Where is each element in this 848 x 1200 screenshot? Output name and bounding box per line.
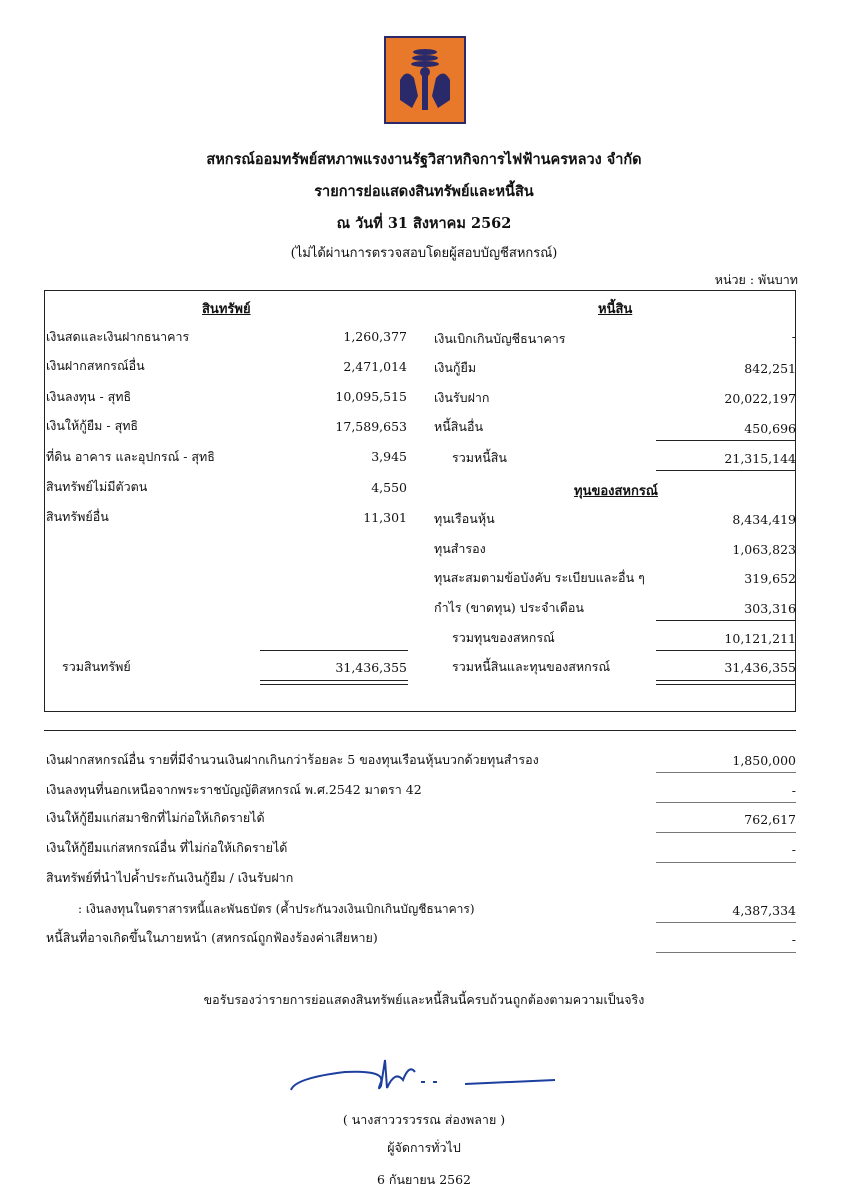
hands-emblem-icon <box>386 38 464 122</box>
grand-total-label: รวมหนี้สินและทุนของสหกรณ์ <box>452 659 611 674</box>
asset-label: เงินให้กู้ยืม - สุทธิ <box>46 418 139 433</box>
note-label: เงินฝากสหกรณ์อื่น รายที่มีจำนวนเงินฝากเกินกว่าร้อยละ 5 ของทุนเรือนหุ้นบวกด้วยทุนสำรอง <box>46 752 539 767</box>
liability-value: 842,251 <box>744 361 796 376</box>
note-rule <box>656 832 796 833</box>
signature-date: 6 กันยายน 2562 <box>376 1172 472 1187</box>
note-value: 4,387,334 <box>732 903 796 918</box>
equity-value: 8,434,419 <box>732 512 796 527</box>
total-rule <box>656 650 796 651</box>
note-value: - <box>791 842 796 857</box>
equity-value: 319,652 <box>744 571 796 586</box>
double-rule <box>260 680 408 685</box>
note-label: : เงินลงทุนในตราสารหนี้และพันธบัตร (ค้ำประกันวงเงินเบิกเกินบัญชีธนาคาร) <box>78 902 475 916</box>
equity-value: 303,316 <box>744 601 796 616</box>
note-rule <box>656 862 796 863</box>
equity-label: ทุนเรือนหุ้น <box>434 511 495 526</box>
certification-statement: ขอรับรองว่ารายการย่อแสดงสินทรัพย์และหนี้สินนี้ครบถ้วนถูกต้องตามความเป็นจริง <box>203 992 645 1007</box>
note-value: - <box>791 932 796 947</box>
note-label: หนี้สินที่อาจเกิดขึ้นในภายหน้า (สหกรณ์ถูกฟ้องร้องค่าเสียหาย) <box>46 930 378 945</box>
note-label: เงินให้กู้ยืมแก่สมาชิกที่ไม่ก่อให้เกิดรายได้ <box>46 810 265 825</box>
equity-label: ทุนสำรอง <box>434 541 486 556</box>
note-value: 1,850,000 <box>732 753 796 768</box>
asset-label: เงินสดและเงินฝากธนาคาร <box>46 329 190 344</box>
asset-label: สินทรัพย์อื่น <box>46 509 109 524</box>
asset-value: 1,260,377 <box>343 329 407 344</box>
assets-heading: สินทรัพย์ <box>202 302 251 317</box>
liability-value: 20,022,197 <box>724 391 796 406</box>
section-divider <box>44 730 796 731</box>
audit-note: (ไม่ได้ผ่านการตรวจสอบโดยผู้สอบบัญชีสหกรณ์) <box>290 246 558 261</box>
note-value: 762,617 <box>744 812 796 827</box>
double-rule <box>656 680 796 685</box>
asset-label: ที่ดิน อาคาร และอุปกรณ์ - สุทธิ <box>46 449 215 464</box>
signature-scrawl-icon <box>285 1050 565 1104</box>
asset-value: 17,589,653 <box>335 419 407 434</box>
signer-name: ( นางสาววรวรรณ ส่องพลาย ) <box>342 1112 506 1127</box>
equity-total-label: รวมทุนของสหกรณ์ <box>452 630 555 645</box>
subtotal-rule <box>656 440 796 441</box>
grand-total-value: 31,436,355 <box>724 660 796 675</box>
note-label: สินทรัพย์ที่นำไปค้ำประกันเงินกู้ยืม / เงินรับฝาก <box>46 870 294 885</box>
signer-position: ผู้จัดการทั่วไป <box>387 1140 461 1155</box>
asset-value: 4,550 <box>371 480 407 495</box>
liability-value: 450,696 <box>744 421 796 436</box>
cooperative-logo <box>384 36 466 124</box>
note-rule <box>656 922 796 923</box>
equity-label: กำไร (ขาดทุน) ประจำเดือน <box>434 600 584 615</box>
liability-value: - <box>791 329 796 344</box>
note-rule <box>656 802 796 803</box>
signature <box>285 1050 565 1104</box>
equity-label: ทุนสะสมตามข้อบังคับ ระเบียบและอื่น ๆ <box>434 570 645 585</box>
asset-value: 10,095,515 <box>335 389 407 404</box>
assets-total-label: รวมสินทรัพย์ <box>62 659 131 674</box>
organization-name: สหกรณ์ออมทรัพย์สหภาพแรงงานรัฐวิสาหกิจการไฟฟ้านครหลวง จำกัด <box>206 151 642 168</box>
note-rule <box>656 952 796 953</box>
balance-sheet-frame <box>44 290 796 712</box>
assets-total-value: 31,436,355 <box>335 660 407 675</box>
equity-heading: ทุนของสหกรณ์ <box>574 484 658 499</box>
unit-label: หน่วย : พันบาท <box>714 272 798 287</box>
asset-value: 2,471,014 <box>343 359 407 374</box>
subtotal-rule <box>656 470 796 471</box>
total-rule <box>260 650 408 651</box>
asset-value: 3,945 <box>371 449 407 464</box>
asset-label: เงินฝากสหกรณ์อื่น <box>46 358 145 373</box>
note-label: เงินให้กู้ยืมแก่สหกรณ์อื่น ที่ไม่ก่อให้เกิดรายได้ <box>46 840 288 855</box>
note-value: - <box>791 783 796 798</box>
liability-label: หนี้สินอื่น <box>434 419 484 434</box>
liabilities-total-label: รวมหนี้สิน <box>452 450 507 465</box>
asset-value: 11,301 <box>363 510 407 525</box>
equity-value: 1,063,823 <box>732 542 796 557</box>
liability-label: เงินเบิกเกินบัญชีธนาคาร <box>434 331 566 346</box>
note-label: เงินลงทุนที่นอกเหนือจากพระราชบัญญัติสหกรณ์ พ.ศ.2542 มาตรา 42 <box>46 782 422 797</box>
equity-total-value: 10,121,211 <box>724 631 796 646</box>
liability-label: เงินรับฝาก <box>434 390 490 405</box>
asset-label: เงินลงทุน - สุทธิ <box>46 389 132 404</box>
report-title: รายการย่อแสดงสินทรัพย์และหนี้สิน <box>314 183 534 200</box>
note-rule <box>656 772 796 773</box>
asset-label: สินทรัพย์ไม่มีตัวตน <box>46 479 148 494</box>
subtotal-rule <box>656 620 796 621</box>
liability-label: เงินกู้ยืม <box>434 360 477 375</box>
liabilities-total-value: 21,315,144 <box>724 451 796 466</box>
liabilities-heading: หนี้สิน <box>598 302 633 317</box>
report-date: ณ วันที่ 31 สิงหาคม 2562 <box>336 215 512 232</box>
